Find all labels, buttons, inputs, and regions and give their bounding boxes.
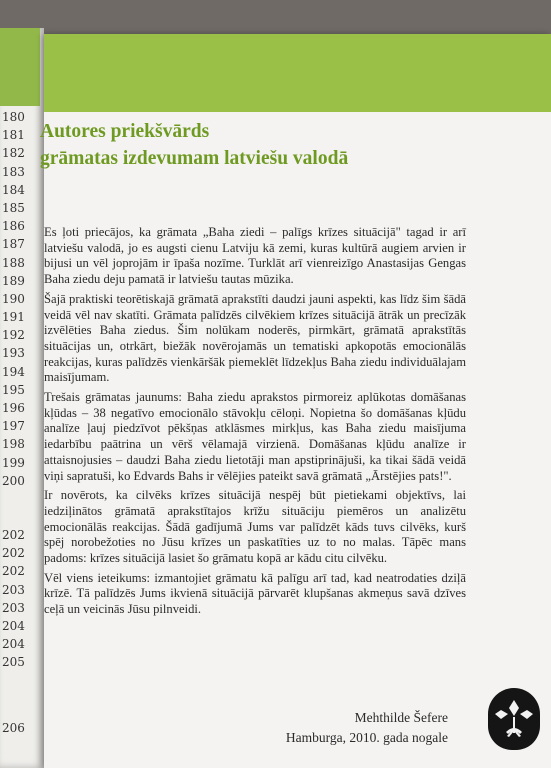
left-line-number: 185 xyxy=(2,200,25,215)
left-line-number: 182 xyxy=(2,146,25,161)
left-line-number: 186 xyxy=(2,219,25,234)
left-line-number: 205 xyxy=(2,655,25,670)
paragraph-3: Trešais grāmatas jaunums: Baha ziedu aprakstos pirmoreiz aplūkotas domāšanas kļūdas – 38 negatīvo emocionālo stāvokļu cēloņi. Nopietna šo domāšanas kļūdu analīze ļauj piedzīvot pēkšņas atklāsmes mirkļus, kas Baha ziedu maisījuma iedarbību paātrina un vērš vēlamajā virzienā. Domāšanas kļūdu analīze ir attaisnojusies – daudzi Baha ziedu lietotāji man apstiprinājuši, ka tikai šādā veidā viņi sapratuši, ko Edvards Bahs ir vēlējies pateikt savā grāmatā „Ārstējies pats!". xyxy=(44,390,466,483)
paragraph-4: Ir novērots, ka cilvēks krīzes situācijā nespēj būt pietiekami objektīvs, lai iedziļinātos grāmatā aprakstītajos krīžu situāciju piemēros un analizētu emocionālās reakcijas. Šādā gadījumā Jums var palīdzēt kāds tuvs cilvēks, kurš spēj norobežoties no Jūsu krīzes un paskatīties uz to no malas. Tāpēc mans padoms: krīzes situācijā lasiet šo grāmatu kopā ar kādu citu cilvēku. xyxy=(44,488,466,566)
page-header-band xyxy=(44,34,551,112)
left-line-number: 191 xyxy=(2,310,25,325)
paragraph-2: Šajā praktiski teorētiskajā grāmatā aprakstīti daudzi jauni aspekti, kas līdz šim šādā veidā vēl nav skatīti. Grāmata palīdzēs cilvēkiem krīzes situācijā ātrāk un precīzāk izvēlēties Baha ziedus. Šim nolūkam noderēs, pirmkārt, grāmatā aprakstītās situācijas un, otrkārt, biežāk novērojamās un tematiski apkopotās emocionālās reakcijas, kuras palīdzēs vienkāršāk piemeklēt līdzekļus Baha ziedu individuālajam maisījumam. xyxy=(44,291,466,385)
left-line-number: 195 xyxy=(2,382,25,397)
left-line-number: 200 xyxy=(2,473,25,488)
left-line-number: 204 xyxy=(2,618,25,633)
title-line-2: grāmatas izdevumam latviešu valodā xyxy=(40,148,349,169)
signature-place-date: Hamburga, 2010. gada nogale xyxy=(285,730,448,745)
left-line-number: 193 xyxy=(2,346,25,361)
signature-name: Mehthilde Šefere xyxy=(354,710,448,725)
left-line-number: 199 xyxy=(2,455,25,470)
left-line-number: 203 xyxy=(2,582,25,597)
left-line-number: 202 xyxy=(2,527,25,542)
left-line-number: 194 xyxy=(2,364,25,379)
left-line-number: 187 xyxy=(2,237,25,252)
left-line-number: 202 xyxy=(2,564,25,579)
left-line-number: 184 xyxy=(2,182,25,197)
body-text xyxy=(44,225,466,622)
left-line-number: 181 xyxy=(2,128,25,143)
left-line-number: 180 xyxy=(2,110,25,124)
page-title xyxy=(40,118,480,172)
left-page-line-numbers xyxy=(2,108,40,738)
left-line-number: 206 xyxy=(2,721,25,736)
left-line-number: 190 xyxy=(2,291,25,306)
left-line-number: 188 xyxy=(2,255,25,270)
left-line-number: 183 xyxy=(2,164,25,179)
paragraph-1: Es ļoti priecājos, ka grāmata „Baha ziedi – palīgs krīzes situācijā" tagad ir arī latviešu valodā, jo es augsti cienu Latviju kā zemi, kuras kultūrā augiem arvien ir bijusi un vēl joprojām ir īpaša nozīme. Turklāt arī vienreizīgo Anastasijas Gengas Baha ziedu deju pamatā ir latviešu tautas mūzika. xyxy=(44,225,466,287)
left-line-number: 192 xyxy=(2,328,25,343)
watermark-logo xyxy=(488,688,540,750)
left-line-number: 203 xyxy=(2,600,25,615)
left-line-number: 196 xyxy=(2,401,25,415)
left-line-number: 189 xyxy=(2,273,25,288)
left-line-number: 198 xyxy=(2,437,25,452)
left-line-number: 202 xyxy=(2,546,25,561)
left-line-number: 197 xyxy=(2,419,25,434)
left-page-band xyxy=(0,28,40,106)
paragraph-5: Vēl viens ieteikums: izmantojiet grāmatu kā palīgu arī tad, kad neatrodaties dziļā krīzē. Tā palīdzēs Jums ikvienā situācijā pārvarēt klupšanas akmeņus savā dzīves ceļā un veicinās Jūsu pilnveidi. xyxy=(44,570,466,617)
left-line-number: 204 xyxy=(2,637,25,652)
flower-emblem-icon xyxy=(488,688,540,750)
title-line-1: Autores priekšvārds xyxy=(40,121,210,142)
left-gap xyxy=(2,490,40,526)
